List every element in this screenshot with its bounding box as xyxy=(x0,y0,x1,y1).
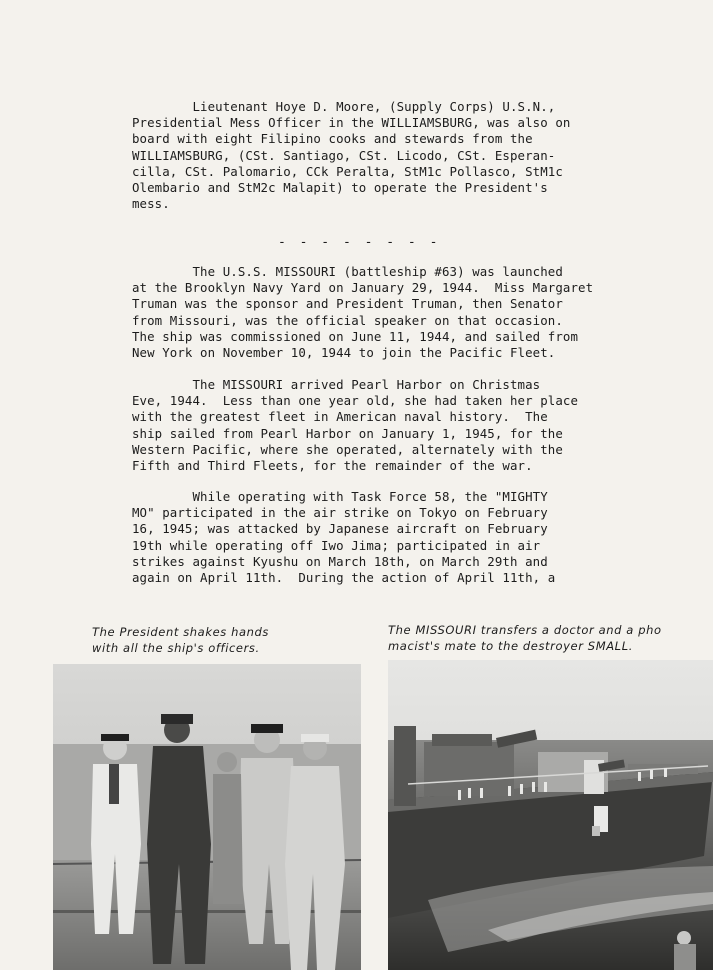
paragraph-pearl-harbor: The MISSOURI arrived Pearl Harbor on Christmas Eve, 1944. Less than one year old, she had taken her place with the greatest fleet in American naval history. The ship sailed from Pearl Harbor on January 1, 1945, for the Western Pacific, where she operated, alternately with the Fifth and Third Fleets, for the remainder of the war. xyxy=(132,377,579,474)
photo-president-handshake xyxy=(53,664,361,970)
caption-right: The MISSOURI transfers a doctor and a pho macist's mate to the destroyer SMALL. xyxy=(388,623,662,653)
section-divider: - - - - - - - - xyxy=(278,235,441,250)
paragraph-mess-officer: Lieutenant Hoye D. Moore, (Supply Corps) U.S.N., Presidential Mess Officer in the WILLIAMSBURG, was also on board with eight Filipino cooks and stewards from the WILLIAMSBURG, (CSt. Santiago, CSt. Licodo, CSt. Esperan- cilla, CSt. Palomario, CCk Peralta, StM1c Pollasco, StM1c Olembario and StM2c Malapit) to operate the President's mess. xyxy=(132,99,571,212)
paragraph-task-force: While operating with Task Force 58, the "MIGHTY MO" participated in the air strike on Tokyo on February 16, 1945; was attacked by Japanese aircraft on February 19th while operating off Iwo Jima; participated in air strikes against Kyushu on March 18th, on March 29th and again on April 11th. During the action of April 11th, a xyxy=(132,489,556,586)
caption-left: The President shakes hands with all the ship's officers. xyxy=(92,625,270,655)
photo-destroyer-small xyxy=(388,660,713,970)
paragraph-launch: The U.S.S. MISSOURI (battleship #63) was launched at the Brooklyn Navy Yard on January 29, 1944. Miss Margaret Truman was the sponsor and President Truman, then Senator from Missouri, was the official speaker on that occasion. The ship was commissioned on June 11, 1944, and sailed from New York on November 10, 1944 to join the Pacific Fleet. xyxy=(132,264,594,361)
